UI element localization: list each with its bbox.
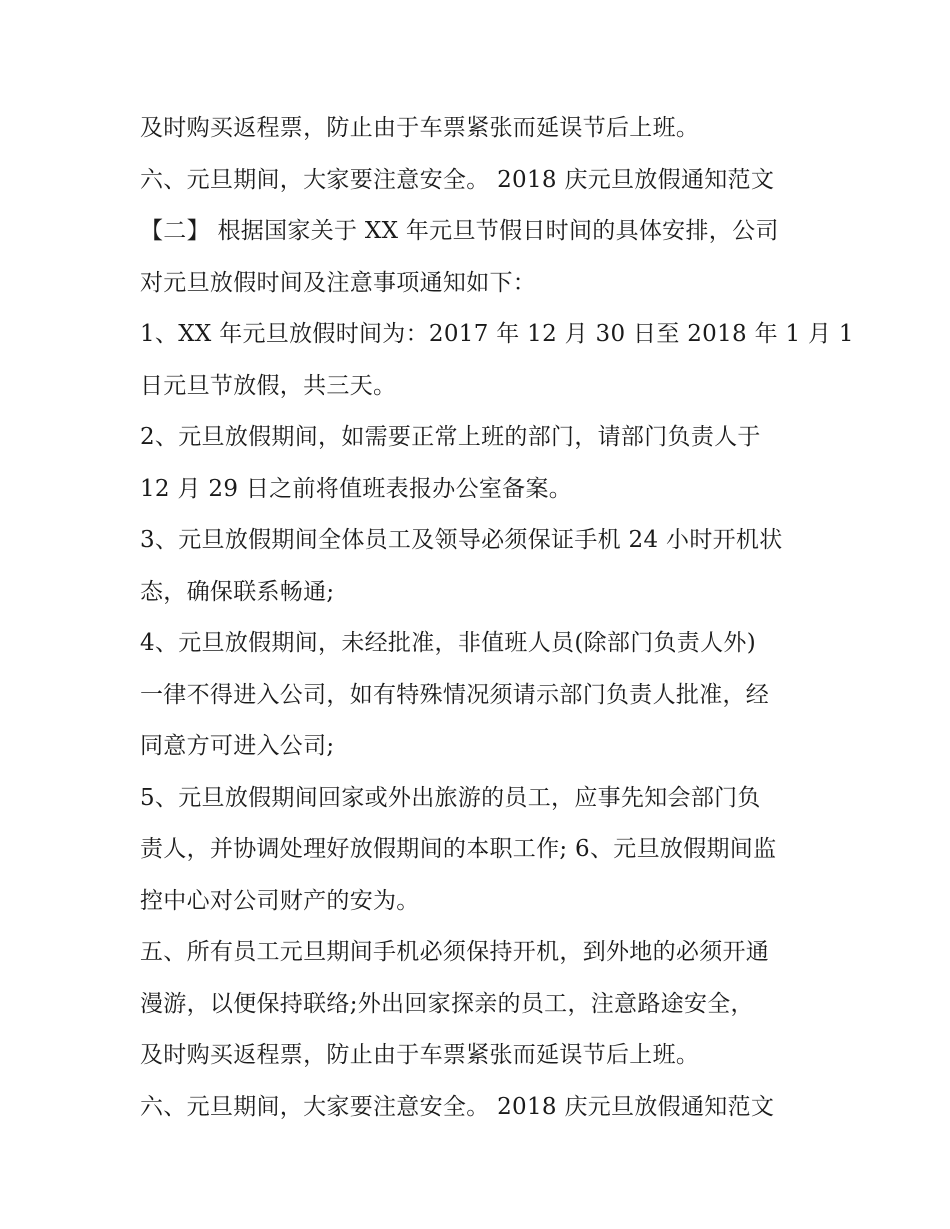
document-body: [140, 103, 854, 1133]
text-line: 【二】 根据国家关于 XX 年元旦节假日时间的具体安排，公司: [140, 218, 779, 244]
text-line: 日元旦节放假，共三天。: [140, 372, 397, 399]
text-line: 12 月 29 日之前将值班表报办公室备案。: [140, 475, 573, 502]
text-line: 六、元旦期间，大家要注意安全。 2018 庆元旦放假通知范文: [140, 1093, 775, 1120]
text-line: 态，确保联系畅通;: [140, 578, 335, 605]
text-line: 同意方可进入公司;: [140, 733, 335, 759]
text-line: 责人，并协调处理好放假期间的本职工作; 6、元旦放假期间监: [140, 836, 777, 862]
text-line: 控中心对公司财产的安为。: [140, 887, 420, 914]
text-line: 漫游，以便保持联络;外出回家探亲的员工，注意路途安全，: [140, 990, 754, 1017]
text-line: 3、元旦放假期间全体员工及领导必须保证手机 24 小时开机状: [140, 527, 783, 553]
text-line: 及时购买返程票，防止由于车票紧张而延误节后上班。: [140, 115, 700, 141]
text-line: 1、XX 年元旦放假时间为：2017 年 12 月 30 日至 2018 年 1 月 1: [140, 321, 854, 347]
text-line: 4、元旦放假期间，未经批准，非值班人员(除部门负责人外): [140, 630, 756, 656]
text-line: 五、所有员工元旦期间手机必须保持开机，到外地的必须开通: [140, 939, 770, 965]
text-line: 对元旦放假时间及注意事项通知如下：: [140, 269, 537, 296]
text-line: 六、元旦期间，大家要注意安全。 2018 庆元旦放假通知范文: [140, 166, 775, 193]
text-line: 及时购买返程票，防止由于车票紧张而延误节后上班。: [140, 1042, 700, 1068]
text-line: 2、元旦放假期间，如需要正常上班的部门，请部门负责人于: [140, 424, 761, 450]
text-line: 5、元旦放假期间回家或外出旅游的员工，应事先知会部门负: [140, 784, 761, 811]
text-line: 一律不得进入公司，如有特殊情况须请示部门负责人批准，经: [140, 681, 770, 708]
